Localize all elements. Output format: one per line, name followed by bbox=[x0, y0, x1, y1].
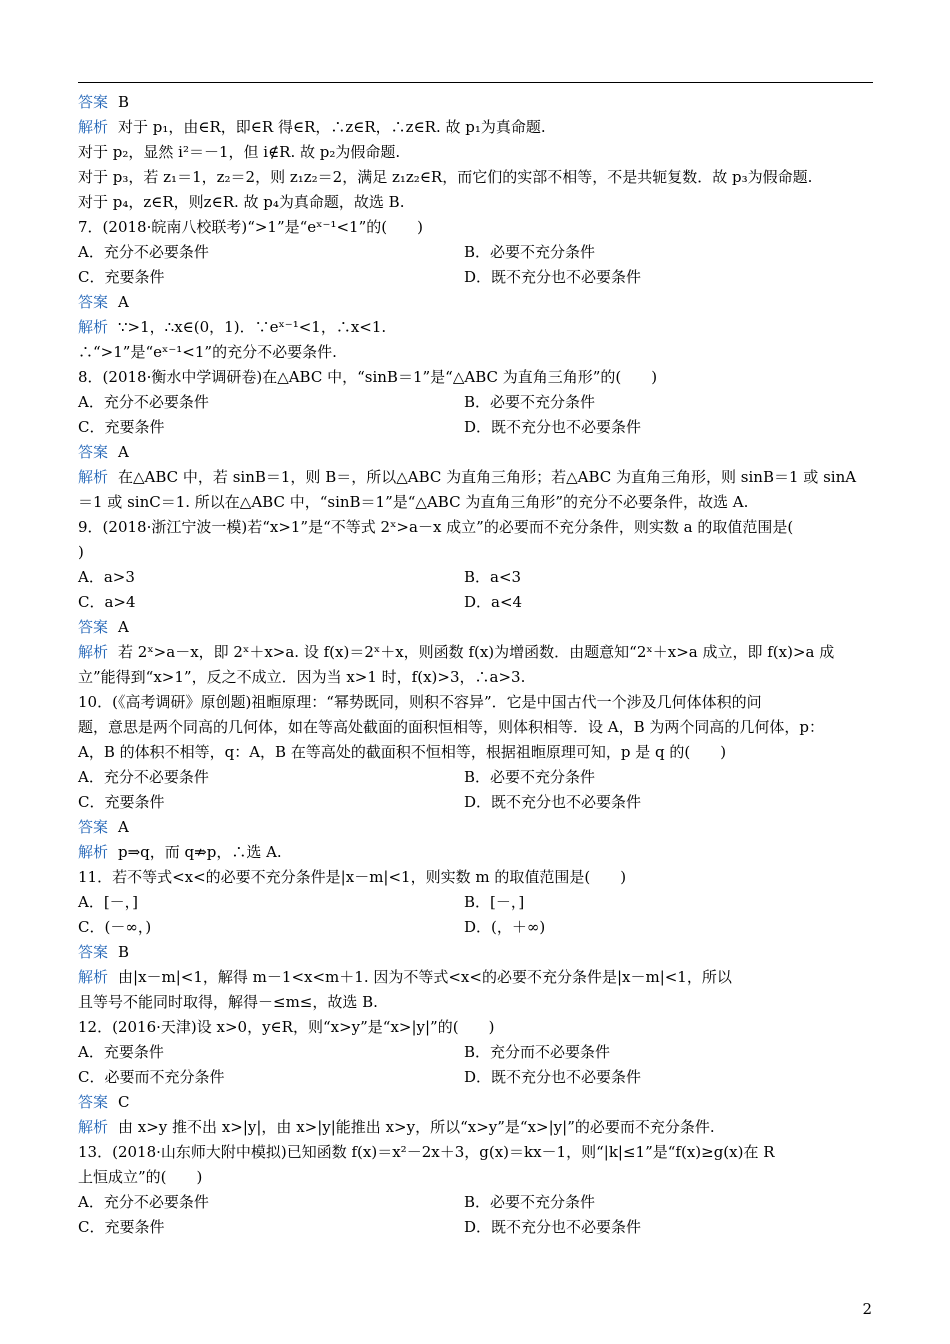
answer-line bbox=[78, 615, 873, 640]
option-row bbox=[78, 415, 873, 440]
text-line bbox=[78, 165, 873, 190]
option-left: A．充要条件 bbox=[78, 1043, 164, 1061]
answer-line bbox=[78, 815, 873, 840]
document-body bbox=[78, 90, 873, 1240]
option-row bbox=[78, 390, 873, 415]
analysis-label: 解析 bbox=[78, 843, 109, 861]
answer-text: A bbox=[118, 443, 129, 461]
option-left: C．充要条件 bbox=[78, 1218, 165, 1236]
analysis-line bbox=[78, 1115, 873, 1140]
text-text: ＝1 或 sinC＝1. 所以在△ABC 中，“sinB＝1”是“△ABC 为直角三角形”的充分不必要条件，故选 A. bbox=[78, 493, 749, 511]
question-line bbox=[78, 365, 873, 390]
analysis-label: 解析 bbox=[78, 118, 109, 136]
question-text: 13．(2018·山东师大附中模拟)已知函数 f(x)＝x²－2x＋3，g(x)＝kx－1，则“|k|≤1”是“f(x)≥g(x)在 R bbox=[78, 1143, 775, 1161]
option-left: A．a>3 bbox=[78, 568, 135, 586]
option-right: D．a<4 bbox=[464, 593, 523, 611]
option-row bbox=[78, 790, 873, 815]
option-left: A．[－，] bbox=[78, 893, 139, 911]
answer-line bbox=[78, 940, 873, 965]
option-row bbox=[78, 1215, 873, 1240]
option-right: D．既不充分也不必要条件 bbox=[464, 793, 642, 811]
option-row bbox=[78, 565, 873, 590]
option-right: D．既不充分也不必要条件 bbox=[464, 418, 642, 436]
question-line bbox=[78, 1015, 873, 1040]
text-text: 上恒成立”的( ) bbox=[78, 1168, 203, 1186]
question-text: 10．(《高考调研》原创题)祖暅原理：“幂势既同，则积不容异”．它是中国古代一个涉及几何体体积的问 bbox=[78, 693, 762, 711]
analysis-label: 解析 bbox=[78, 318, 109, 336]
answer-text: A bbox=[118, 618, 129, 636]
text-line bbox=[78, 715, 873, 740]
question-line bbox=[78, 515, 873, 540]
text-line bbox=[78, 190, 873, 215]
question-line bbox=[78, 865, 873, 890]
question-text: 7．(2018·皖南八校联考)“>1”是“eˣ⁻¹<1”的( ) bbox=[78, 218, 423, 236]
option-row bbox=[78, 1190, 873, 1215]
question-line bbox=[78, 1140, 873, 1165]
text-line bbox=[78, 540, 873, 565]
option-left: A．充分不必要条件 bbox=[78, 393, 209, 411]
option-row bbox=[78, 1040, 873, 1065]
answer-label: 答案 bbox=[78, 443, 109, 461]
page-number: 2 bbox=[862, 1300, 872, 1318]
answer-label: 答案 bbox=[78, 93, 109, 111]
option-right: D．既不充分也不必要条件 bbox=[464, 1068, 642, 1086]
option-row bbox=[78, 915, 873, 940]
option-left: C．(－∞，) bbox=[78, 918, 152, 936]
option-right: B．必要不充分条件 bbox=[464, 243, 596, 261]
answer-line bbox=[78, 440, 873, 465]
text-text: 立”能得到“x>1”，反之不成立．因为当 x>1 时，f(x)>3，∴a>3. bbox=[78, 668, 526, 686]
answer-text: C bbox=[118, 1093, 130, 1111]
analysis-label: 解析 bbox=[78, 643, 109, 661]
answer-text: A bbox=[118, 293, 129, 311]
analysis-text: 在△ABC 中，若 sinB＝1，则 B＝，所以△ABC 为直角三角形；若△ABC 为直角三角形，则 sinB＝1 或 sinA bbox=[118, 468, 857, 486]
answer-text: A bbox=[118, 818, 129, 836]
question-line bbox=[78, 215, 873, 240]
option-right: B．必要不充分条件 bbox=[464, 393, 596, 411]
option-left: C．充要条件 bbox=[78, 793, 165, 811]
analysis-text: 由|x－m|<1，解得 m－1<x<m＋1. 因为不等式<x<的必要不充分条件是|x－m|<1，所以 bbox=[118, 968, 732, 986]
text-text: 对于 p₂，显然 i²＝－1，但 i∉R. 故 p₂为假命题. bbox=[78, 143, 401, 161]
question-line bbox=[78, 690, 873, 715]
text-line bbox=[78, 490, 873, 515]
text-text: ∴“>1”是“eˣ⁻¹<1”的充分不必要条件. bbox=[78, 343, 337, 361]
analysis-text: ∵>1，∴x∈(0，1)．∵eˣ⁻¹<1，∴x<1. bbox=[118, 318, 387, 336]
analysis-line bbox=[78, 840, 873, 865]
question-text: 8．(2018·衡水中学调研卷)在△ABC 中，“sinB＝1”是“△ABC 为直角三角形”的( ) bbox=[78, 368, 658, 386]
option-right: B．[－，] bbox=[464, 893, 525, 911]
text-text: 且等号不能同时取得，解得－≤m≤，故选 B. bbox=[78, 993, 378, 1011]
option-left: C．充要条件 bbox=[78, 268, 165, 286]
option-right: B．必要不充分条件 bbox=[464, 1193, 596, 1211]
question-text: 12．(2016·天津)设 x>0，y∈R，则“x>y”是“x>|y|”的( ) bbox=[78, 1018, 495, 1036]
option-right: D．(，＋∞) bbox=[464, 918, 546, 936]
text-line bbox=[78, 1165, 873, 1190]
option-right: B．充分而不必要条件 bbox=[464, 1043, 611, 1061]
option-left: C．必要而不充分条件 bbox=[78, 1068, 225, 1086]
analysis-line bbox=[78, 640, 873, 665]
answer-line bbox=[78, 90, 873, 115]
option-right: D．既不充分也不必要条件 bbox=[464, 1218, 642, 1236]
analysis-line bbox=[78, 115, 873, 140]
analysis-text: 若 2ˣ>a－x，即 2ˣ＋x>a. 设 f(x)＝2ˣ＋x，则函数 f(x)为增函数．由题意知“2ˣ＋x>a 成立，即 f(x)>a 成 bbox=[118, 643, 835, 661]
question-text: 9．(2018·浙江宁波一模)若“x>1”是“不等式 2ˣ>a－x 成立”的必要而不充分条件，则实数 a 的取值范围是( bbox=[78, 518, 794, 536]
option-right: B．必要不充分条件 bbox=[464, 768, 596, 786]
option-right: B．a<3 bbox=[464, 568, 522, 586]
option-left: C．充要条件 bbox=[78, 418, 165, 436]
text-line bbox=[78, 990, 873, 1015]
question-text: 11．若不等式<x<的必要不充分条件是|x－m|<1，则实数 m 的取值范围是( ) bbox=[78, 868, 627, 886]
text-line bbox=[78, 340, 873, 365]
answer-label: 答案 bbox=[78, 293, 109, 311]
text-text: 题，意思是两个同高的几何体，如在等高处截面的面积恒相等，则体积相等．设 A，B 为两个同高的几何体，p： bbox=[78, 718, 824, 736]
analysis-text: 对于 p₁，由∈R，即∈R 得∈R，∴z∈R，∴z∈R. 故 p₁为真命题. bbox=[118, 118, 546, 136]
analysis-label: 解析 bbox=[78, 1118, 109, 1136]
answer-label: 答案 bbox=[78, 943, 109, 961]
analysis-label: 解析 bbox=[78, 968, 109, 986]
option-left: A．充分不必要条件 bbox=[78, 243, 209, 261]
option-right: D．既不充分也不必要条件 bbox=[464, 268, 642, 286]
option-left: C．a>4 bbox=[78, 593, 136, 611]
header-rule bbox=[78, 82, 873, 83]
option-row bbox=[78, 240, 873, 265]
text-text: A，B 的体积不相等，q：A，B 在等高处的截面积不恒相等，根据祖暅原理可知，p 是 q 的( ) bbox=[78, 743, 727, 761]
analysis-line bbox=[78, 315, 873, 340]
analysis-text: 由 x>y 推不出 x>|y|，由 x>|y|能推出 x>y，所以“x>y”是“x>|y|”的必要而不充分条件. bbox=[118, 1118, 715, 1136]
analysis-line bbox=[78, 965, 873, 990]
answer-line bbox=[78, 1090, 873, 1115]
answer-label: 答案 bbox=[78, 818, 109, 836]
analysis-text: p⇒q，而 q⇏p，∴选 A. bbox=[118, 843, 282, 861]
option-row bbox=[78, 265, 873, 290]
option-row bbox=[78, 590, 873, 615]
answer-label: 答案 bbox=[78, 1093, 109, 1111]
text-line bbox=[78, 140, 873, 165]
text-line bbox=[78, 740, 873, 765]
option-left: A．充分不必要条件 bbox=[78, 1193, 209, 1211]
text-text: 对于 p₄，z∈R，则z∈R. 故 p₄为真命题，故选 B. bbox=[78, 193, 405, 211]
analysis-line bbox=[78, 465, 873, 490]
text-text: ) bbox=[78, 543, 84, 561]
answer-label: 答案 bbox=[78, 618, 109, 636]
text-text: 对于 p₃，若 z₁＝1，z₂＝2，则 z₁z₂＝2，满足 z₁z₂∈R，而它们的实部不相等，不是共轭复数．故 p₃为假命题. bbox=[78, 168, 813, 186]
text-line bbox=[78, 665, 873, 690]
answer-line bbox=[78, 290, 873, 315]
option-row bbox=[78, 1065, 873, 1090]
analysis-label: 解析 bbox=[78, 468, 109, 486]
answer-text: B bbox=[118, 943, 130, 961]
option-left: A．充分不必要条件 bbox=[78, 768, 209, 786]
option-row bbox=[78, 890, 873, 915]
answer-text: B bbox=[118, 93, 130, 111]
option-row bbox=[78, 765, 873, 790]
